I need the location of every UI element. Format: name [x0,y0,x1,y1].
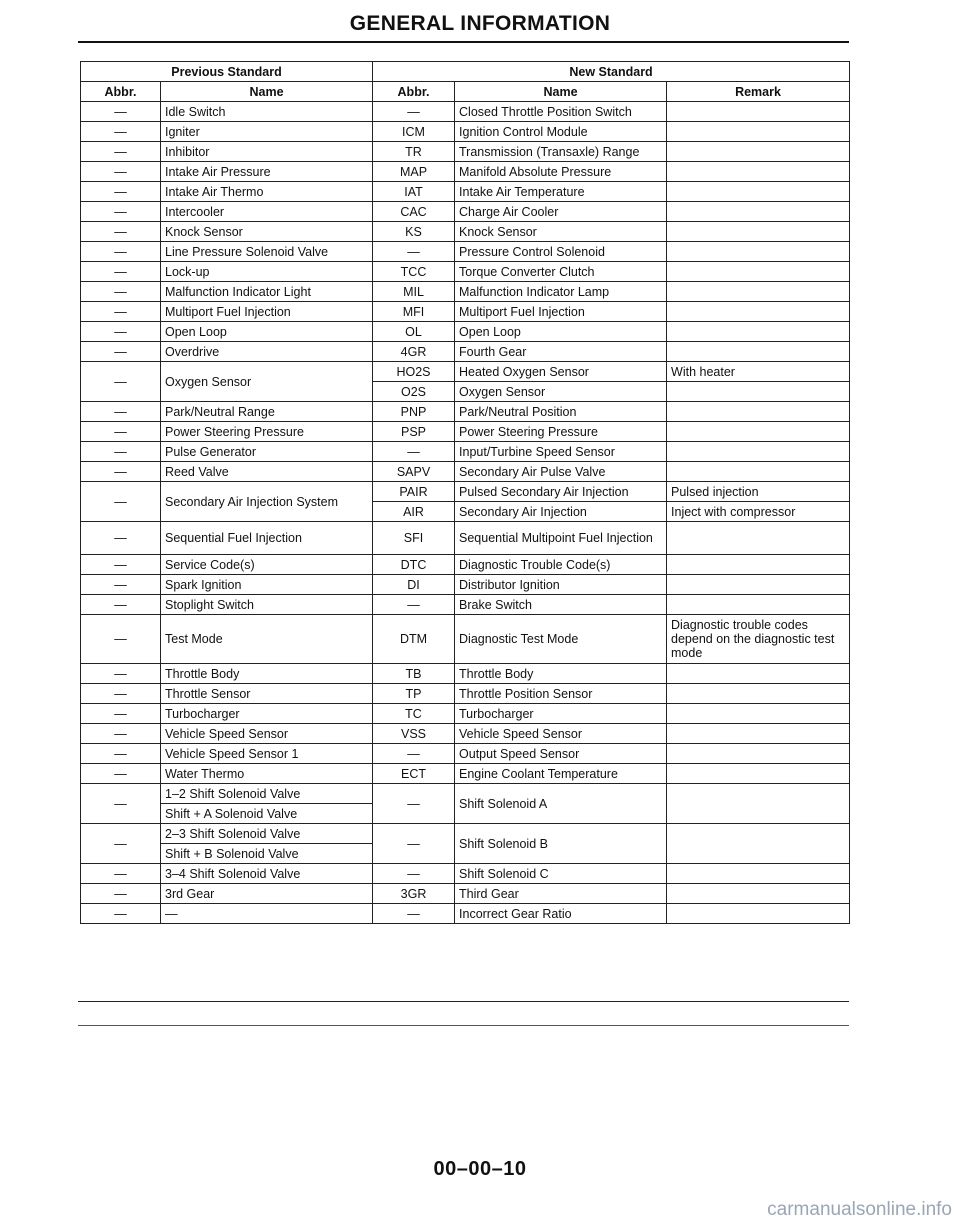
table-cell: IAT [373,182,455,202]
table-cell: — [373,784,455,824]
table-cell [667,575,850,595]
table-cell: — [81,764,161,784]
table-cell: Diagnostic Trouble Code(s) [455,555,667,575]
table-row [81,422,850,442]
table-cell: SAPV [373,462,455,482]
previous-standard-header: Previous Standard [81,62,373,82]
table-cell: MFI [373,302,455,322]
table-body [81,102,850,924]
table-cell: — [81,242,161,262]
table-cell: — [81,282,161,302]
table-cell: Turbocharger [455,704,667,724]
table-cell: — [81,704,161,724]
table-cell: DTC [373,555,455,575]
table-cell: — [373,864,455,884]
table-cell [667,402,850,422]
table-cell: PAIR [373,482,455,502]
table-cell: — [81,684,161,704]
table-cell [667,704,850,724]
table-cell: Oxygen Sensor [161,362,373,402]
table-cell [667,864,850,884]
table-cell: Shift Solenoid A [455,784,667,824]
table-cell: Open Loop [455,322,667,342]
table-cell: — [81,362,161,402]
table-cell: Park/Neutral Position [455,402,667,422]
table-row [81,684,850,704]
table-cell: Multiport Fuel Injection [455,302,667,322]
table-cell: Secondary Air Injection [455,502,667,522]
table-cell [667,422,850,442]
table-cell: Diagnostic Test Mode [455,615,667,664]
table-cell: — [81,884,161,904]
table-cell: 1–2 Shift Solenoid Valve [161,784,373,804]
table-cell [667,522,850,555]
table-cell: Vehicle Speed Sensor [161,724,373,744]
page-number: 00–00–10 [433,1158,527,1180]
table-row [81,482,850,502]
table-cell: Spark Ignition [161,575,373,595]
table-cell: — [81,342,161,362]
table-cell: Line Pressure Solenoid Valve [161,242,373,262]
table-cell: Engine Coolant Temperature [455,764,667,784]
table-cell: Shift Solenoid B [455,824,667,864]
table-row [81,442,850,462]
table-cell: Turbocharger [161,704,373,724]
table-cell [667,142,850,162]
table-row [81,302,850,322]
col-prev-name: Name [161,82,373,102]
table-row [81,362,850,382]
table-cell: Idle Switch [161,102,373,122]
table-cell [667,724,850,744]
table-cell: Shift + B Solenoid Valve [161,844,373,864]
table-cell: DI [373,575,455,595]
table-cell: — [81,555,161,575]
header-rule [78,41,849,43]
table-cell: Third Gear [455,884,667,904]
table-row [81,142,850,162]
table-row [81,182,850,202]
table-cell: Pulsed Secondary Air Injection [455,482,667,502]
table-cell: — [81,864,161,884]
table-row [81,824,850,844]
table-cell: Sequential Multipoint Fuel Injection [455,522,667,555]
table-cell: PSP [373,422,455,442]
footer-rule [78,1001,849,1002]
new-standard-header: New Standard [373,62,850,82]
table-cell: — [81,824,161,864]
table-cell: Manifold Absolute Pressure [455,162,667,182]
table-cell: TR [373,142,455,162]
table-cell: Closed Throttle Position Switch [455,102,667,122]
page-title: GENERAL INFORMATION [349,12,611,35]
table-cell: Transmission (Transaxle) Range [455,142,667,162]
table-cell: Test Mode [161,615,373,664]
table-cell: — [81,724,161,744]
table-row [81,102,850,122]
table-cell: Overdrive [161,342,373,362]
table-cell: — [81,322,161,342]
table-row [81,262,850,282]
table-cell: — [81,522,161,555]
table-cell: MIL [373,282,455,302]
table-cell: Malfunction Indicator Lamp [455,282,667,302]
table-cell: VSS [373,724,455,744]
table-cell: Vehicle Speed Sensor 1 [161,744,373,764]
col-new-name: Name [455,82,667,102]
table-cell: Sequential Fuel Injection [161,522,373,555]
table-cell [667,764,850,784]
table-cell: Vehicle Speed Sensor [455,724,667,744]
table-cell [667,664,850,684]
table-row [81,784,850,804]
table-row [81,342,850,362]
table-cell: HO2S [373,362,455,382]
table-cell: Park/Neutral Range [161,402,373,422]
table-cell: Brake Switch [455,595,667,615]
table-cell: Multiport Fuel Injection [161,302,373,322]
table-cell: O2S [373,382,455,402]
table-cell: TP [373,684,455,704]
table-cell: Reed Valve [161,462,373,482]
table-cell [667,442,850,462]
table-cell: Open Loop [161,322,373,342]
table-cell: — [373,595,455,615]
table-cell: Pressure Control Solenoid [455,242,667,262]
table-cell: Heated Oxygen Sensor [455,362,667,382]
table-row [81,462,850,482]
table-cell: Incorrect Gear Ratio [455,904,667,924]
table-cell: AIR [373,502,455,522]
table-cell: Knock Sensor [455,222,667,242]
table-cell: — [81,595,161,615]
table-cell: Intake Air Thermo [161,182,373,202]
table-row [81,664,850,684]
table-cell: 2–3 Shift Solenoid Valve [161,824,373,844]
table-cell: — [81,744,161,764]
table-cell: — [81,182,161,202]
table-cell: Fourth Gear [455,342,667,362]
table-cell: — [161,904,373,924]
footer-rule-secondary [78,1025,849,1026]
table-cell: SFI [373,522,455,555]
table-cell: Lock-up [161,262,373,282]
table-cell: — [373,242,455,262]
table-row [81,555,850,575]
table-row [81,884,850,904]
table-cell: Igniter [161,122,373,142]
group-header-row [81,62,850,82]
table-cell: Secondary Air Injection System [161,482,373,522]
table-cell: KS [373,222,455,242]
table-cell: TCC [373,262,455,282]
table-cell [667,182,850,202]
table-cell [667,555,850,575]
table-cell [667,684,850,704]
table-row [81,744,850,764]
table-cell: — [81,615,161,664]
table-cell: Input/Turbine Speed Sensor [455,442,667,462]
table-cell: Oxygen Sensor [455,382,667,402]
table-cell [667,884,850,904]
table-cell: PNP [373,402,455,422]
table-cell: — [373,442,455,462]
table-row [81,122,850,142]
table-row [81,595,850,615]
table-cell: Power Steering Pressure [455,422,667,442]
table-cell: — [81,784,161,824]
table-cell: — [81,442,161,462]
table-cell: Diagnostic trouble codes depend on the diagnostic test mode [667,615,850,664]
table-cell: — [81,904,161,924]
table-cell [667,222,850,242]
col-remark: Remark [667,82,850,102]
table-row [81,162,850,182]
table-cell [667,102,850,122]
table-cell: — [81,664,161,684]
table-cell: Throttle Sensor [161,684,373,704]
table-cell: With heater [667,362,850,382]
table-cell [667,122,850,142]
table-cell: Intake Air Temperature [455,182,667,202]
table-cell: Ignition Control Module [455,122,667,142]
table-cell [667,824,850,864]
table-cell [667,282,850,302]
table-cell [667,162,850,182]
table-cell: — [373,102,455,122]
table-cell [667,342,850,362]
table-row [81,322,850,342]
table-cell: — [81,162,161,182]
table-cell: ICM [373,122,455,142]
table-row [81,704,850,724]
table-cell: Water Thermo [161,764,373,784]
table-row [81,904,850,924]
table-cell: Output Speed Sensor [455,744,667,764]
table-cell: — [81,222,161,242]
table-cell: Throttle Body [161,664,373,684]
table-cell: Shift Solenoid C [455,864,667,884]
table-cell: Throttle Position Sensor [455,684,667,704]
table-cell: — [81,302,161,322]
table-cell: — [81,122,161,142]
table-cell: — [81,575,161,595]
table-row [81,282,850,302]
table-row [81,864,850,884]
table-cell: DTM [373,615,455,664]
table-row [81,764,850,784]
table-cell: MAP [373,162,455,182]
table-row [81,242,850,262]
table-cell [667,595,850,615]
table-row [81,402,850,422]
table-cell: — [373,904,455,924]
table-cell [667,744,850,764]
table-cell: Inject with compressor [667,502,850,522]
table-cell: 3GR [373,884,455,904]
table-cell: Power Steering Pressure [161,422,373,442]
col-prev-abbr: Abbr. [81,82,161,102]
table-cell: 3–4 Shift Solenoid Valve [161,864,373,884]
table-cell: Throttle Body [455,664,667,684]
table-row [81,615,850,664]
table-cell: Stoplight Switch [161,595,373,615]
table-cell: — [81,262,161,282]
table-cell [667,242,850,262]
table-cell: 3rd Gear [161,884,373,904]
table-cell [667,462,850,482]
table-cell: Torque Converter Clutch [455,262,667,282]
table-cell [667,784,850,824]
table-cell [667,904,850,924]
table-cell: ECT [373,764,455,784]
table-cell [667,322,850,342]
table-cell [667,262,850,282]
table-cell: CAC [373,202,455,222]
table-cell: Charge Air Cooler [455,202,667,222]
table-cell: Malfunction Indicator Light [161,282,373,302]
table-cell: — [373,744,455,764]
table-cell: — [81,422,161,442]
table-cell: Inhibitor [161,142,373,162]
table-cell: Distributor Ignition [455,575,667,595]
table-row [81,202,850,222]
table-row [81,724,850,744]
table-cell: — [81,102,161,122]
table-cell: Shift + A Solenoid Valve [161,804,373,824]
table-cell: — [81,202,161,222]
table-cell: — [81,142,161,162]
table-cell: — [81,482,161,522]
table-cell: 4GR [373,342,455,362]
table-row [81,575,850,595]
table-cell: OL [373,322,455,342]
table-cell: Secondary Air Pulse Valve [455,462,667,482]
table-row [81,222,850,242]
table-cell: — [81,402,161,422]
table-cell: Intercooler [161,202,373,222]
standards-table [80,61,850,924]
table-cell [667,302,850,322]
table-cell: Service Code(s) [161,555,373,575]
table-cell [667,382,850,402]
table-row [81,522,850,555]
column-header-row [81,82,850,102]
table-cell: TB [373,664,455,684]
col-new-abbr: Abbr. [373,82,455,102]
table-cell: Pulsed injection [667,482,850,502]
table-cell: — [373,824,455,864]
table-cell: Intake Air Pressure [161,162,373,182]
table-cell: — [81,462,161,482]
table-cell: TC [373,704,455,724]
table-cell: Knock Sensor [161,222,373,242]
watermark: carmanualsonline.info [767,1199,952,1220]
table-cell: Pulse Generator [161,442,373,462]
table-cell [667,202,850,222]
